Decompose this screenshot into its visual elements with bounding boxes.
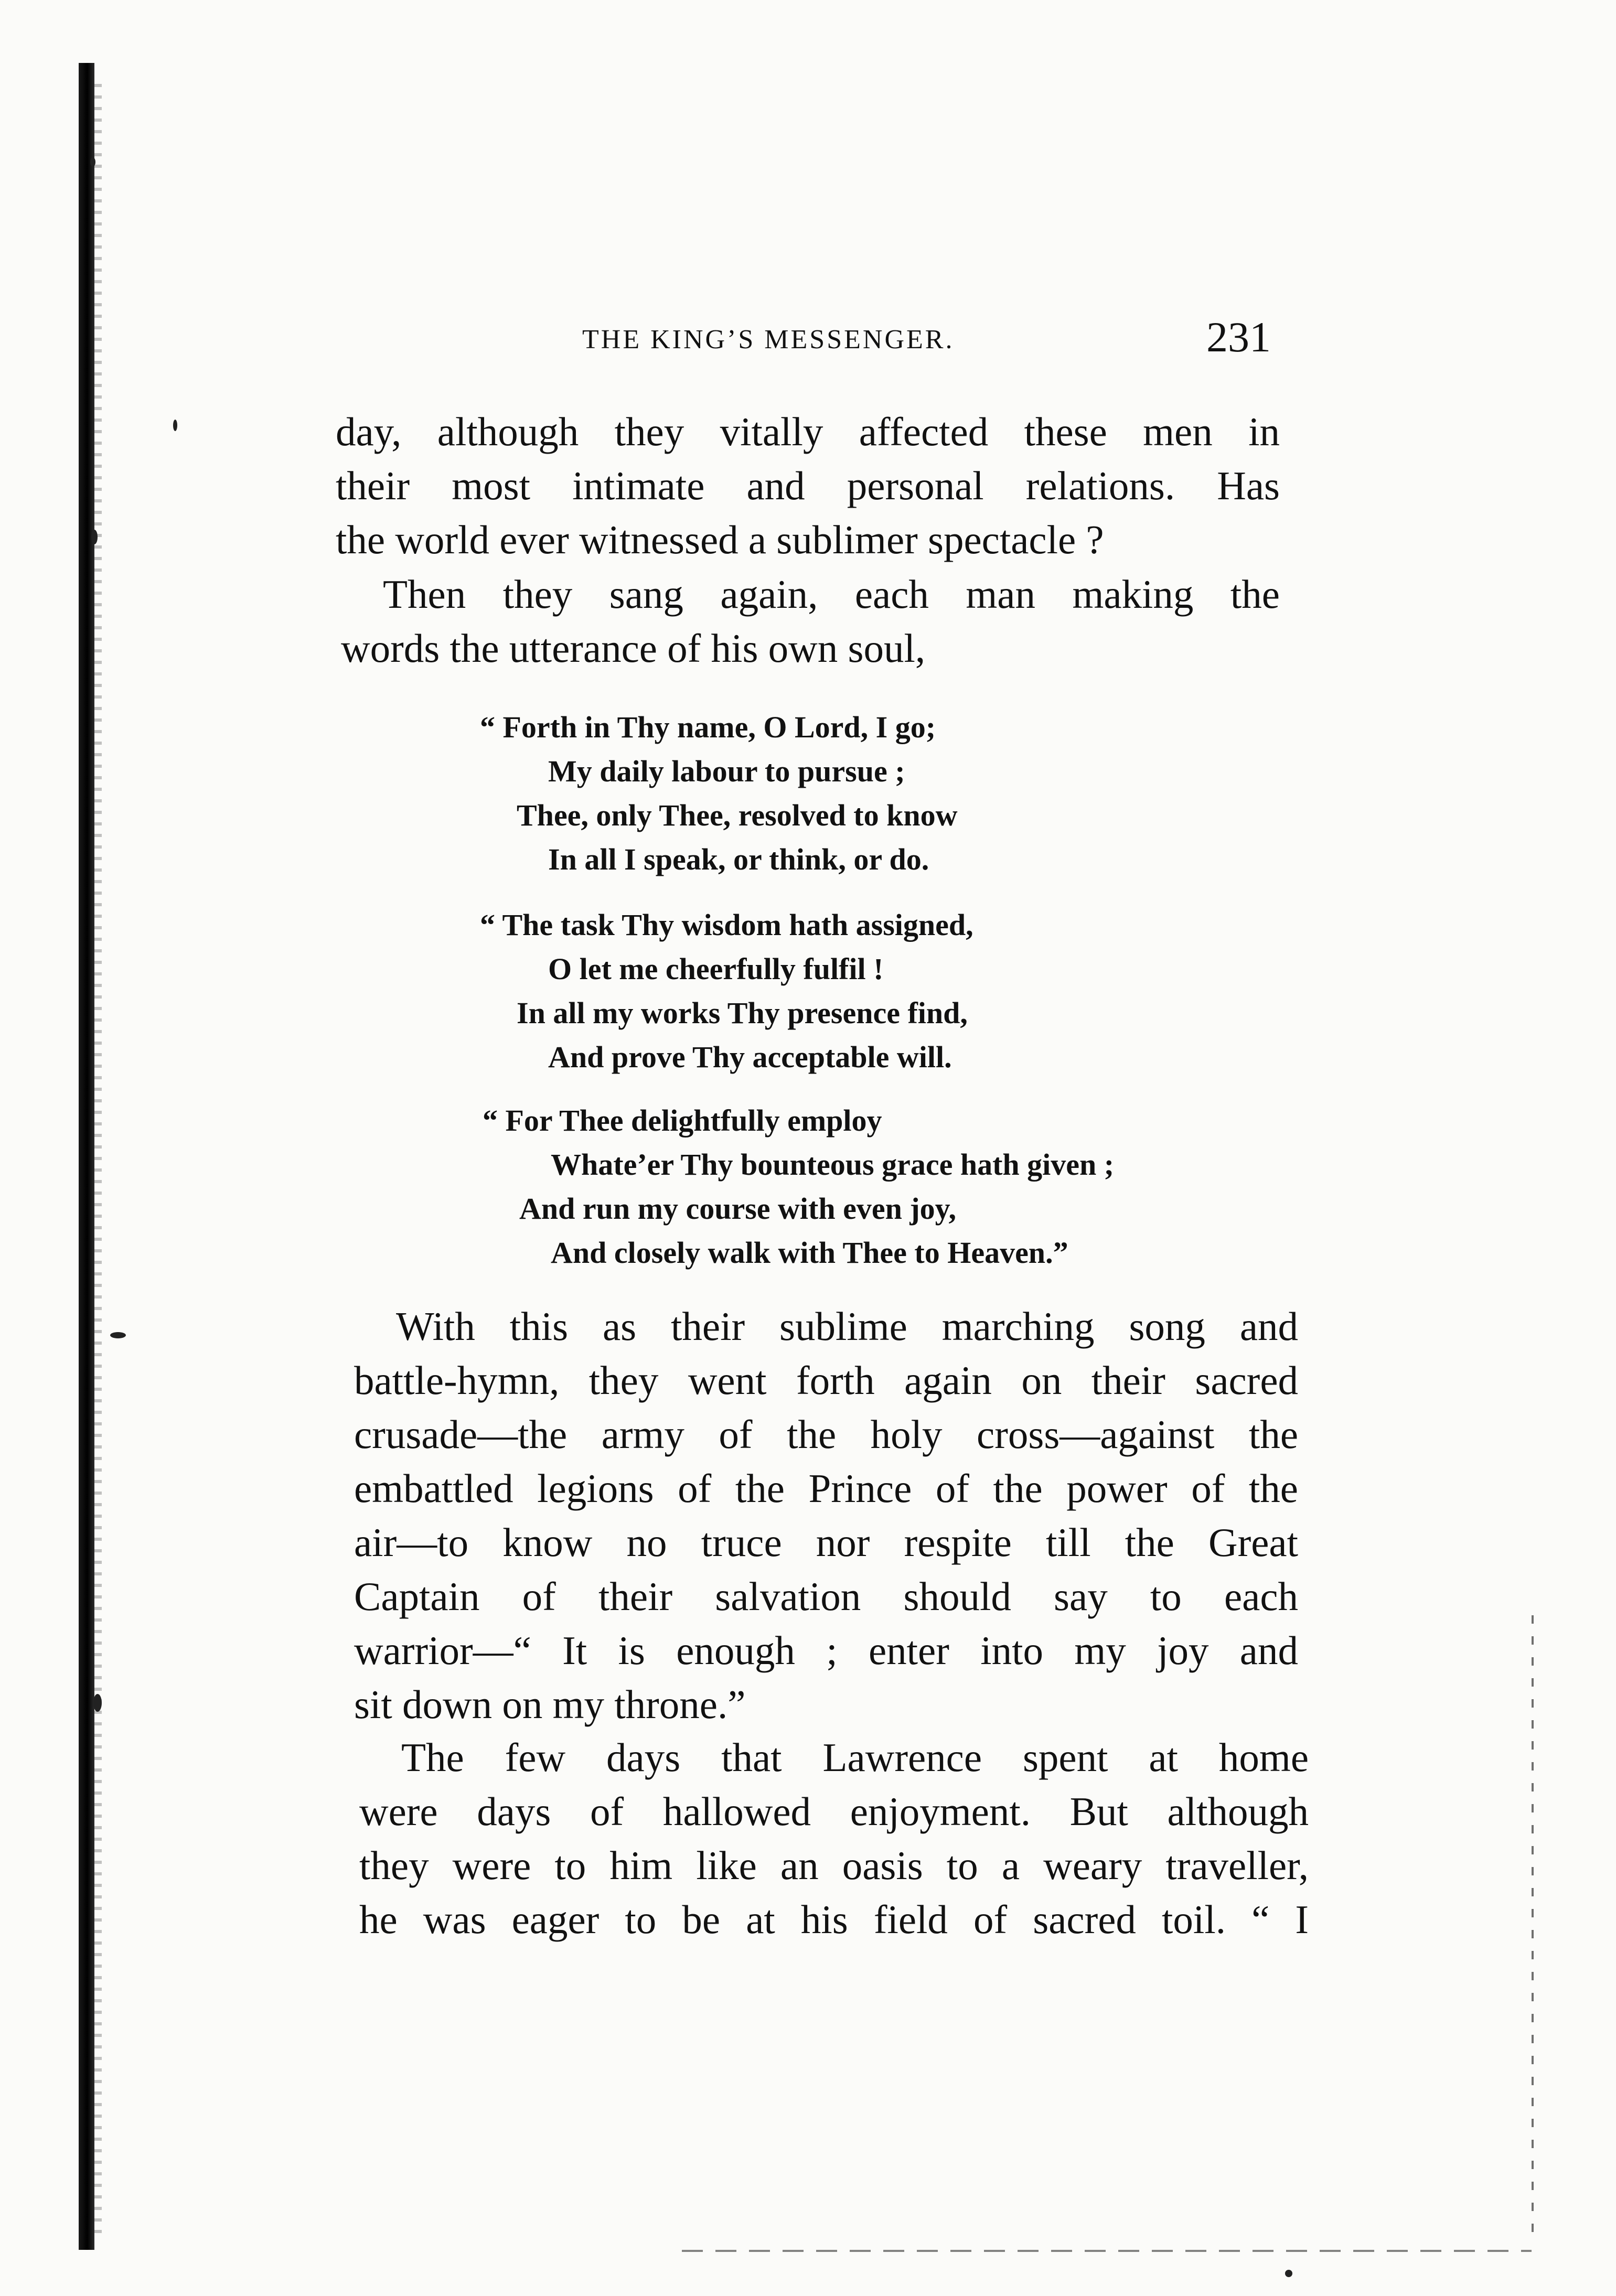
text-line: their most intimate and personal relations. Has	[336, 463, 1280, 508]
text-line: Then they sang again, each man making the	[383, 572, 1280, 617]
text-line: the world ever witnessed a sublimer spectacle ?	[336, 517, 1104, 562]
text-line: warrior—“ It is enough ; enter into my joy and	[354, 1628, 1298, 1673]
text-line: battle-hymn, they went forth again on their sacred	[354, 1358, 1298, 1403]
text-line: air—to know no truce nor respite till the Great	[354, 1520, 1298, 1565]
scan-speck	[173, 420, 177, 431]
hymn-stanza-2	[480, 903, 973, 1079]
scan-speck	[93, 1694, 102, 1712]
text-line: were days of hallowed enjoyment. But although	[359, 1789, 1309, 1834]
text-line: he was eager to be at his field of sacred toil. “ I	[359, 1897, 1309, 1942]
scan-speck	[90, 157, 95, 167]
hymn-line: Thee, only Thee, resolved to know	[517, 798, 958, 832]
text-line: With this as their sublime marching song and	[396, 1304, 1298, 1349]
paragraph-continued	[336, 405, 1280, 567]
text-line: embattled legions of the Prince of the power of the	[354, 1466, 1298, 1511]
hymn-line: “ Forth in Thy name, O Lord, I go;	[480, 710, 936, 744]
text-line: they were to him like an oasis to a weary traveller,	[359, 1843, 1309, 1888]
page-edge-bottom	[682, 2250, 1532, 2252]
hymn-line: Whate’er Thy bounteous grace hath given ;	[551, 1147, 1115, 1182]
text-line: sit down on my throne.”	[354, 1682, 746, 1727]
page-number: 231	[1206, 313, 1271, 361]
hymn-line: “ The task Thy wisdom hath assigned,	[480, 908, 973, 942]
hymn-line: And closely walk with Thee to Heaven.”	[551, 1236, 1068, 1270]
running-header: THE KING’S MESSENGER.	[582, 325, 955, 355]
hymn-stanza-3	[483, 1099, 1114, 1275]
binding-edge	[94, 84, 102, 2234]
hymn-line: O let me cheerfully fulfil !	[548, 952, 884, 986]
text-line: Captain of their salvation should say to each	[354, 1574, 1298, 1619]
binding-shadow	[79, 63, 94, 2250]
text-line: The few days that Lawrence spent at home	[401, 1735, 1309, 1780]
hymn-stanza-1	[480, 705, 958, 882]
paragraph-then-they-sang	[341, 567, 1280, 675]
scan-speck	[91, 530, 98, 544]
hymn-line: My daily labour to pursue ;	[548, 754, 905, 788]
hymn-line: In all my works Thy presence find,	[517, 996, 968, 1030]
page-edge-right	[1532, 1615, 1534, 2234]
hymn-line: And prove Thy acceptable will.	[548, 1040, 952, 1074]
paragraph-marching-song	[354, 1300, 1298, 1732]
scan-speck	[1285, 2270, 1292, 2277]
hymn-line: And run my course with even joy,	[519, 1192, 956, 1226]
hymn-line: “ For Thee delightfully employ	[483, 1103, 882, 1138]
hymn-line: In all I speak, or think, or do.	[548, 842, 929, 876]
paragraph-lawrence-home	[359, 1731, 1309, 1947]
scan-speck	[110, 1332, 126, 1338]
text-line: day, although they vitally affected these men in	[336, 409, 1280, 454]
text-line: words the utterance of his own soul,	[341, 626, 926, 671]
text-line: crusade—the army of the holy cross—against the	[354, 1412, 1298, 1457]
